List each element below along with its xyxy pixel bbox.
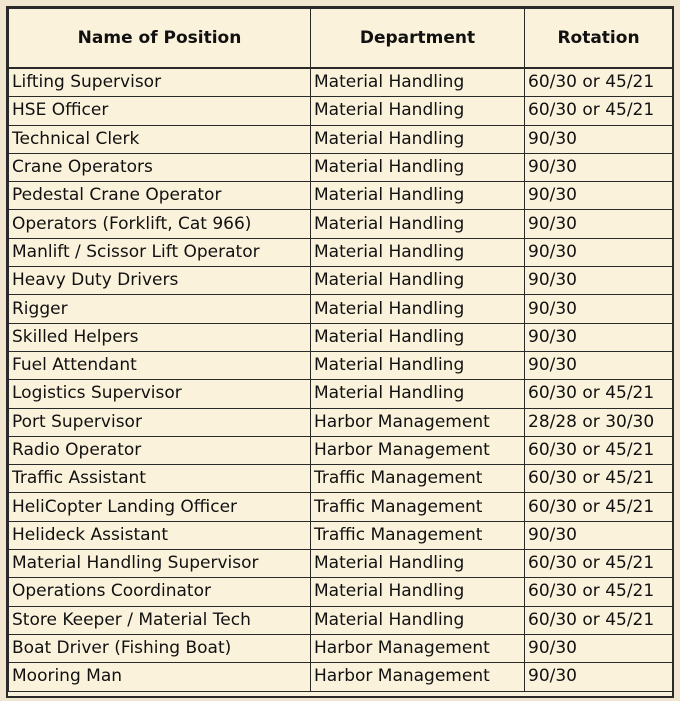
rotation-cell: 90/30 xyxy=(525,295,673,323)
table-row xyxy=(9,351,673,379)
position-name-cell: Mooring Man xyxy=(9,663,311,691)
header-name-of-position: Name of Position xyxy=(9,9,311,69)
rotation-cell: 90/30 xyxy=(525,351,673,379)
rotation-cell: 60/30 or 45/21 xyxy=(525,97,673,125)
table-row xyxy=(9,663,673,691)
position-name-cell: Manlift / Scissor Lift Operator xyxy=(9,238,311,266)
position-name-cell: Operators (Forklift, Cat 966) xyxy=(9,210,311,238)
table-row xyxy=(9,606,673,634)
position-name-cell: HSE Officer xyxy=(9,97,311,125)
table-row xyxy=(9,408,673,436)
table-row xyxy=(9,578,673,606)
rotation-cell: 90/30 xyxy=(525,182,673,210)
table-row xyxy=(9,68,673,97)
department-cell: Material Handling xyxy=(311,351,525,379)
rotation-cell: 60/30 or 45/21 xyxy=(525,550,673,578)
rotation-cell: 90/30 xyxy=(525,663,673,691)
rotation-cell: 90/30 xyxy=(525,521,673,549)
rotation-cell: 28/28 or 30/30 xyxy=(525,408,673,436)
position-name-cell: Helideck Assistant xyxy=(9,521,311,549)
rotation-cell: 90/30 xyxy=(525,238,673,266)
table-row xyxy=(9,323,673,351)
table-row xyxy=(9,267,673,295)
position-name-cell: Fuel Attendant xyxy=(9,351,311,379)
rotation-cell: 90/30 xyxy=(525,125,673,153)
table-row xyxy=(9,182,673,210)
rotation-cell: 60/30 or 45/21 xyxy=(525,493,673,521)
position-name-cell: Crane Operators xyxy=(9,153,311,181)
department-cell: Material Handling xyxy=(311,267,525,295)
position-name-cell: Boat Driver (Fishing Boat) xyxy=(9,634,311,662)
rotation-cell: 90/30 xyxy=(525,210,673,238)
header-rotation: Rotation xyxy=(525,9,673,69)
position-name-cell: Lifting Supervisor xyxy=(9,68,311,97)
position-name-cell: Material Handling Supervisor xyxy=(9,550,311,578)
rotation-cell: 90/30 xyxy=(525,323,673,351)
department-cell: Material Handling xyxy=(311,295,525,323)
department-cell: Material Handling xyxy=(311,68,525,97)
table-row xyxy=(9,436,673,464)
rotation-cell: 60/30 or 45/21 xyxy=(525,380,673,408)
table-row xyxy=(9,153,673,181)
department-cell: Harbor Management xyxy=(311,634,525,662)
position-name-cell: Technical Clerk xyxy=(9,125,311,153)
position-name-cell: Store Keeper / Material Tech xyxy=(9,606,311,634)
table-row xyxy=(9,238,673,266)
department-cell: Material Handling xyxy=(311,97,525,125)
rotation-cell: 60/30 or 45/21 xyxy=(525,465,673,493)
department-cell: Harbor Management xyxy=(311,408,525,436)
rotation-cell: 90/30 xyxy=(525,634,673,662)
position-name-cell: Heavy Duty Drivers xyxy=(9,267,311,295)
table-row xyxy=(9,125,673,153)
positions-table xyxy=(8,8,673,692)
department-cell: Material Handling xyxy=(311,606,525,634)
position-name-cell: Skilled Helpers xyxy=(9,323,311,351)
table-row xyxy=(9,210,673,238)
department-cell: Material Handling xyxy=(311,550,525,578)
rotation-cell: 60/30 or 45/21 xyxy=(525,578,673,606)
department-cell: Material Handling xyxy=(311,323,525,351)
department-cell: Material Handling xyxy=(311,125,525,153)
department-cell: Material Handling xyxy=(311,380,525,408)
department-cell: Harbor Management xyxy=(311,436,525,464)
rotation-cell: 90/30 xyxy=(525,153,673,181)
department-cell: Traffic Management xyxy=(311,493,525,521)
department-cell: Material Handling xyxy=(311,153,525,181)
department-cell: Traffic Management xyxy=(311,465,525,493)
rotation-cell: 90/30 xyxy=(525,267,673,295)
table-row xyxy=(9,550,673,578)
position-name-cell: Radio Operator xyxy=(9,436,311,464)
department-cell: Harbor Management xyxy=(311,663,525,691)
position-name-cell: Traffic Assistant xyxy=(9,465,311,493)
department-cell: Material Handling xyxy=(311,238,525,266)
department-cell: Material Handling xyxy=(311,182,525,210)
table-row xyxy=(9,493,673,521)
table-row xyxy=(9,465,673,493)
header-department: Department xyxy=(311,9,525,69)
table-row xyxy=(9,634,673,662)
table-row xyxy=(9,521,673,549)
table-row xyxy=(9,97,673,125)
positions-table-frame xyxy=(6,6,674,698)
rotation-cell: 60/30 or 45/21 xyxy=(525,606,673,634)
table-body xyxy=(9,68,673,691)
position-name-cell: Operations Coordinator xyxy=(9,578,311,606)
department-cell: Material Handling xyxy=(311,578,525,606)
rotation-cell: 60/30 or 45/21 xyxy=(525,68,673,97)
table-header-row xyxy=(9,9,673,69)
position-name-cell: HeliCopter Landing Officer xyxy=(9,493,311,521)
department-cell: Material Handling xyxy=(311,210,525,238)
position-name-cell: Rigger xyxy=(9,295,311,323)
table-row xyxy=(9,380,673,408)
position-name-cell: Logistics Supervisor xyxy=(9,380,311,408)
rotation-cell: 60/30 or 45/21 xyxy=(525,436,673,464)
position-name-cell: Pedestal Crane Operator xyxy=(9,182,311,210)
position-name-cell: Port Supervisor xyxy=(9,408,311,436)
table-row xyxy=(9,295,673,323)
department-cell: Traffic Management xyxy=(311,521,525,549)
